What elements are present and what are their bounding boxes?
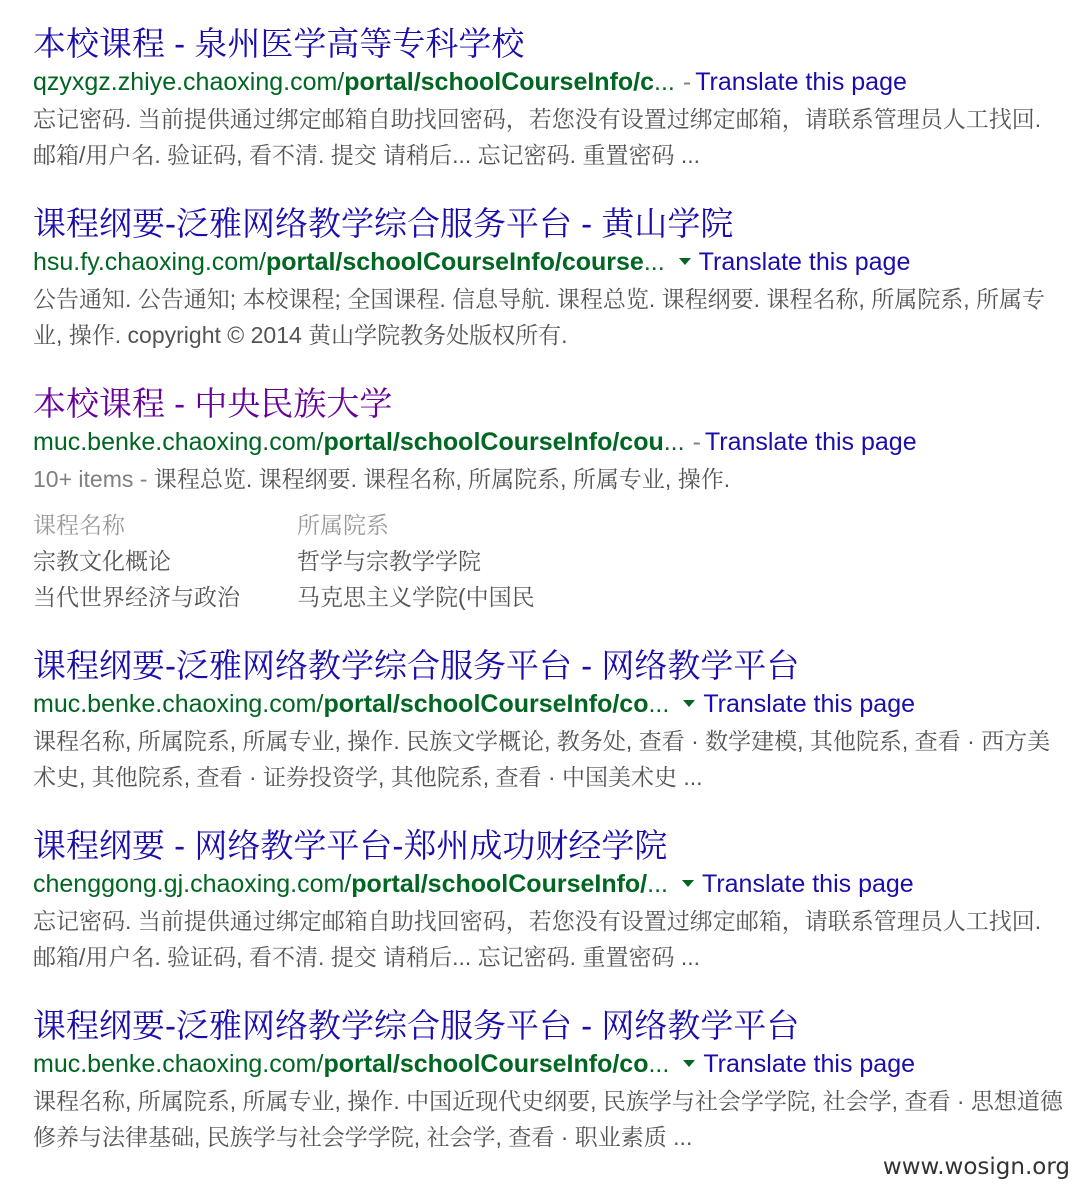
- watermark: www.wosign.org: [882, 1154, 1070, 1180]
- translate-page-link[interactable]: Translate this page: [703, 690, 916, 718]
- result-title-link[interactable]: 课程纲要-泛雅网络教学综合服务平台 - 网络教学平台: [33, 1007, 800, 1044]
- result-url-domain: muc.benke.chaoxing.com/: [33, 1050, 324, 1078]
- result-url-path: portal/schoolCourseInfo/co: [323, 1050, 649, 1078]
- table-cell: 当代世界经济与政治: [33, 584, 240, 610]
- result-url-ellipsis: ...: [648, 690, 670, 718]
- translate-page-link[interactable]: Translate this page: [703, 1050, 916, 1078]
- table-header-course-name: 课程名称: [33, 512, 125, 538]
- result-url-ellipsis: ...: [654, 68, 675, 96]
- url-separator: -: [682, 68, 692, 96]
- result-snippet: 课程名称, 所属院系, 所属专业, 操作. 民族文学概论, 教务处, 查看 · 数学建模, 其他院系, 查看 · 西方美术史, 其他院系, 查看 · 证券投资学, 其他院系, 查看 · 中国美术史 ...: [33, 728, 1051, 790]
- result-url-line: [33, 64, 1063, 100]
- translate-page-link[interactable]: Translate this page: [701, 870, 914, 898]
- result-url-domain: muc.benke.chaoxing.com/: [33, 690, 324, 718]
- result-url-path: portal/schoolCourseInfo/c: [344, 68, 655, 96]
- items-count: 10+ items: [33, 466, 134, 492]
- result-title-link[interactable]: 课程纲要-泛雅网络教学综合服务平台 - 黄山学院: [33, 205, 734, 242]
- result-url-ellipsis: ...: [663, 428, 685, 456]
- result-url-path: portal/schoolCourseInfo/co: [323, 690, 649, 718]
- result-url-path: portal/schoolCourseInfo/: [351, 870, 648, 898]
- result-url-domain: hsu.fy.chaoxing.com/: [33, 248, 266, 276]
- table-row: [33, 543, 535, 579]
- result-snippet: [33, 461, 1063, 497]
- search-result: [33, 202, 1063, 353]
- result-title-link[interactable]: 本校课程 - 中央民族大学: [33, 385, 393, 422]
- url-options-caret-icon[interactable]: [682, 880, 694, 887]
- search-result: [33, 824, 1063, 975]
- result-snippet: 忘记密码. 当前提供通过绑定邮箱自助找回密码，若您没有设置过绑定邮箱，请联系管理员人工找回. 邮箱/用户名. 验证码, 看不清. 提交 请稍后... 忘记密码. 重置密码 ...: [33, 106, 1042, 168]
- result-url-line: [33, 1046, 1063, 1082]
- table-cell: 马克思主义学院(中国民: [297, 584, 535, 610]
- table-cell: 哲学与宗教学学院: [297, 548, 481, 574]
- table-row: [33, 579, 535, 615]
- url-options-caret-icon[interactable]: [679, 258, 691, 265]
- result-url-ellipsis: ...: [648, 1050, 670, 1078]
- table-cell: 宗教文化概论: [33, 548, 171, 574]
- result-url-ellipsis: ...: [643, 248, 665, 276]
- table-header-department: 所属院系: [297, 512, 389, 538]
- url-options-caret-icon[interactable]: [683, 700, 695, 707]
- url-options-caret-icon[interactable]: [683, 1060, 695, 1067]
- result-url-line: [33, 424, 1063, 460]
- result-url-path: portal/schoolCourseInfo/cou: [323, 428, 664, 456]
- result-title-link[interactable]: 本校课程 - 泉州医学高等专科学校: [33, 25, 525, 62]
- result-url-line: [33, 686, 1063, 722]
- table-header-row: [33, 507, 535, 543]
- result-url-domain: muc.benke.chaoxing.com/: [33, 428, 324, 456]
- search-result: [33, 382, 1063, 615]
- result-title-link[interactable]: 课程纲要 - 网络教学平台-郑州成功财经学院: [33, 827, 668, 864]
- result-url-ellipsis: ...: [647, 870, 668, 898]
- result-url-line: [33, 866, 1063, 902]
- search-results: [33, 22, 1063, 1184]
- rich-snippet-table: [33, 507, 535, 615]
- url-separator: -: [692, 428, 701, 456]
- result-url-line: [33, 244, 1063, 280]
- result-snippet: 课程名称, 所属院系, 所属专业, 操作. 中国近现代史纲要, 民族学与社会学学院, 社会学, 查看 · 思想道德修养与法律基础, 民族学与社会学学院, 社会学, 查看 · 职业素质 ...: [33, 1088, 1063, 1150]
- translate-page-link[interactable]: Translate this page: [698, 248, 911, 276]
- result-snippet: 忘记密码. 当前提供通过绑定邮箱自助找回密码，若您没有设置过绑定邮箱，请联系管理员人工找回. 邮箱/用户名. 验证码, 看不清. 提交 请稍后... 忘记密码. 重置密码 ...: [33, 908, 1042, 970]
- translate-page-link[interactable]: Translate this page: [704, 428, 917, 456]
- items-count-separator: -: [139, 466, 148, 492]
- result-snippet-text: 课程总览. 课程纲要. 课程名称, 所属院系, 所属专业, 操作.: [153, 466, 731, 492]
- result-snippet: 公告通知. 公告通知; 本校课程; 全国课程. 信息导航. 课程总览. 课程纲要. 课程名称, 所属院系, 所属专业, 操作. copyright © 2014 黄山学院教务处版权所有.: [33, 286, 1046, 348]
- result-url-domain: qzyxgz.zhiye.chaoxing.com/: [33, 68, 345, 96]
- translate-page-link[interactable]: Translate this page: [695, 68, 907, 96]
- result-title-link[interactable]: 课程纲要-泛雅网络教学综合服务平台 - 网络教学平台: [33, 647, 800, 684]
- search-result: [33, 22, 1063, 173]
- result-url-domain: chenggong.gj.chaoxing.com/: [33, 870, 352, 898]
- result-url-path: portal/schoolCourseInfo/course: [265, 248, 644, 276]
- search-result: [33, 1004, 1063, 1155]
- search-result: [33, 644, 1063, 795]
